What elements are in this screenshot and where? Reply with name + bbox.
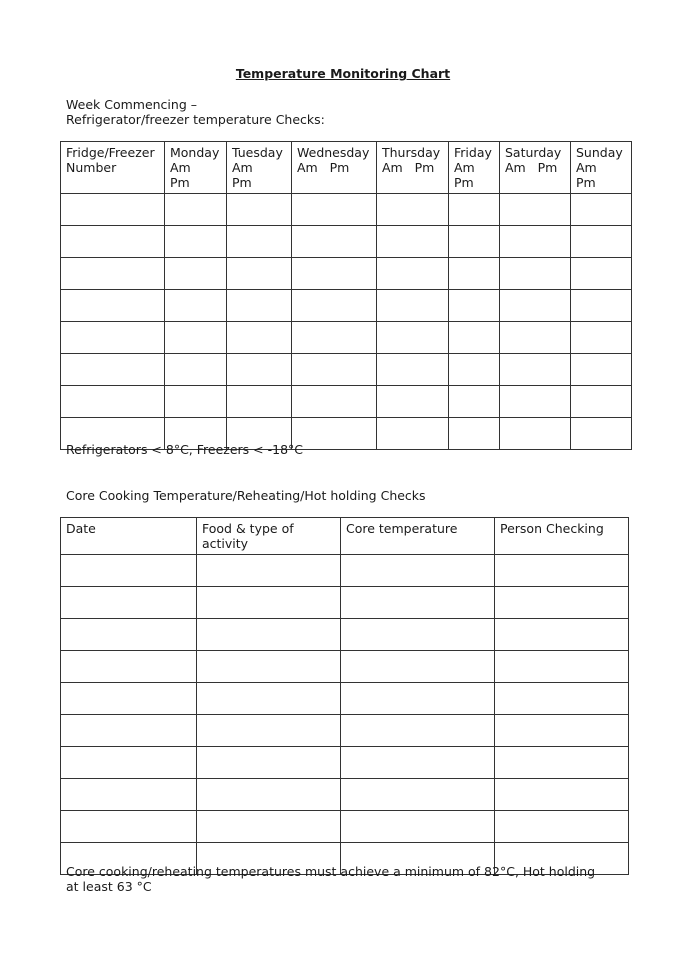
entry-cell[interactable] bbox=[377, 226, 449, 258]
entry-cell[interactable] bbox=[341, 651, 495, 683]
entry-cell[interactable] bbox=[571, 354, 632, 386]
entry-cell[interactable] bbox=[449, 258, 500, 290]
entry-cell[interactable] bbox=[495, 779, 629, 811]
fridge-table-body bbox=[61, 194, 632, 450]
entry-cell[interactable] bbox=[165, 194, 227, 226]
entry-cell[interactable] bbox=[165, 290, 227, 322]
table-row bbox=[61, 354, 632, 386]
entry-cell[interactable] bbox=[61, 290, 165, 322]
entry-cell[interactable] bbox=[449, 418, 500, 450]
fridge-temperature-table bbox=[60, 141, 632, 450]
table-row bbox=[61, 322, 632, 354]
entry-cell[interactable] bbox=[495, 715, 629, 747]
col-fridge-number: Fridge/Freezer Number bbox=[61, 142, 165, 194]
col-sunday: Sunday Am Pm bbox=[571, 142, 632, 194]
entry-cell[interactable] bbox=[377, 290, 449, 322]
table-row bbox=[61, 386, 632, 418]
entry-cell[interactable] bbox=[377, 386, 449, 418]
fridge-temperature-note: Refrigerators < 8°C, Freezers < -18°C bbox=[66, 442, 303, 457]
cooking-table-body bbox=[61, 555, 629, 875]
entry-cell[interactable] bbox=[449, 354, 500, 386]
entry-cell[interactable] bbox=[61, 555, 197, 587]
entry-cell[interactable] bbox=[571, 290, 632, 322]
entry-cell[interactable] bbox=[61, 747, 197, 779]
table-row bbox=[61, 811, 629, 843]
entry-cell[interactable] bbox=[61, 194, 165, 226]
entry-cell[interactable] bbox=[341, 619, 495, 651]
entry-cell[interactable] bbox=[227, 386, 292, 418]
entry-cell[interactable] bbox=[61, 322, 165, 354]
entry-cell[interactable] bbox=[377, 194, 449, 226]
entry-cell[interactable] bbox=[341, 683, 495, 715]
col-person-checking: Person Checking bbox=[495, 518, 629, 555]
entry-cell[interactable] bbox=[61, 619, 197, 651]
entry-cell[interactable] bbox=[495, 651, 629, 683]
entry-cell[interactable] bbox=[165, 322, 227, 354]
entry-cell[interactable] bbox=[61, 683, 197, 715]
table-row bbox=[61, 779, 629, 811]
entry-cell[interactable] bbox=[197, 811, 341, 843]
entry-cell[interactable] bbox=[61, 386, 165, 418]
entry-cell[interactable] bbox=[500, 258, 571, 290]
col-food-activity: Food & type of activity bbox=[197, 518, 341, 555]
entry-cell[interactable] bbox=[292, 290, 377, 322]
entry-cell[interactable] bbox=[197, 779, 341, 811]
entry-cell[interactable] bbox=[61, 258, 165, 290]
cooking-section-heading: Core Cooking Temperature/Reheating/Hot holding Checks bbox=[66, 488, 426, 503]
entry-cell[interactable] bbox=[292, 354, 377, 386]
entry-cell[interactable] bbox=[165, 226, 227, 258]
col-tuesday: Tuesday Am Pm bbox=[227, 142, 292, 194]
entry-cell[interactable] bbox=[377, 354, 449, 386]
entry-cell[interactable] bbox=[165, 386, 227, 418]
entry-cell[interactable] bbox=[227, 290, 292, 322]
entry-cell[interactable] bbox=[449, 322, 500, 354]
entry-cell[interactable] bbox=[500, 226, 571, 258]
fridge-section-heading: Refrigerator/freezer temperature Checks: bbox=[66, 112, 325, 127]
entry-cell[interactable] bbox=[197, 651, 341, 683]
entry-cell[interactable] bbox=[197, 747, 341, 779]
entry-cell[interactable] bbox=[197, 555, 341, 587]
entry-cell[interactable] bbox=[500, 194, 571, 226]
cooking-note-line2: at least 63 °C bbox=[66, 879, 152, 894]
table-row bbox=[61, 555, 629, 587]
entry-cell[interactable] bbox=[292, 386, 377, 418]
table-row bbox=[61, 715, 629, 747]
entry-cell[interactable] bbox=[449, 226, 500, 258]
entry-cell[interactable] bbox=[61, 354, 165, 386]
entry-cell[interactable] bbox=[500, 386, 571, 418]
col-wednesday: Wednesday Am Pm bbox=[292, 142, 377, 194]
entry-cell[interactable] bbox=[500, 290, 571, 322]
entry-cell[interactable] bbox=[500, 418, 571, 450]
entry-cell[interactable] bbox=[61, 715, 197, 747]
fridge-table-header-row bbox=[61, 142, 632, 194]
col-core-temperature: Core temperature bbox=[341, 518, 495, 555]
table-row bbox=[61, 226, 632, 258]
col-thursday: Thursday Am Pm bbox=[377, 142, 449, 194]
entry-cell[interactable] bbox=[495, 587, 629, 619]
entry-cell[interactable] bbox=[500, 322, 571, 354]
entry-cell[interactable] bbox=[197, 715, 341, 747]
table-row bbox=[61, 258, 632, 290]
entry-cell[interactable] bbox=[500, 354, 571, 386]
entry-cell[interactable] bbox=[341, 587, 495, 619]
entry-cell[interactable] bbox=[571, 322, 632, 354]
entry-cell[interactable] bbox=[61, 811, 197, 843]
entry-cell[interactable] bbox=[495, 747, 629, 779]
entry-cell[interactable] bbox=[165, 354, 227, 386]
table-row bbox=[61, 587, 629, 619]
entry-cell[interactable] bbox=[571, 226, 632, 258]
table-row bbox=[61, 651, 629, 683]
entry-cell[interactable] bbox=[197, 619, 341, 651]
col-saturday: Saturday Am Pm bbox=[500, 142, 571, 194]
col-date: Date bbox=[61, 518, 197, 555]
entry-cell[interactable] bbox=[377, 322, 449, 354]
entry-cell[interactable] bbox=[292, 258, 377, 290]
col-monday: Monday Am Pm bbox=[165, 142, 227, 194]
entry-cell[interactable] bbox=[341, 779, 495, 811]
entry-cell[interactable] bbox=[495, 555, 629, 587]
entry-cell[interactable] bbox=[292, 194, 377, 226]
entry-cell[interactable] bbox=[227, 258, 292, 290]
entry-cell[interactable] bbox=[449, 290, 500, 322]
entry-cell[interactable] bbox=[197, 587, 341, 619]
table-row bbox=[61, 194, 632, 226]
entry-cell[interactable] bbox=[165, 258, 227, 290]
entry-cell[interactable] bbox=[61, 587, 197, 619]
entry-cell[interactable] bbox=[495, 619, 629, 651]
entry-cell[interactable] bbox=[377, 418, 449, 450]
entry-cell[interactable] bbox=[449, 386, 500, 418]
entry-cell[interactable] bbox=[341, 811, 495, 843]
cooking-table-header-row bbox=[61, 518, 629, 555]
entry-cell[interactable] bbox=[227, 194, 292, 226]
entry-cell[interactable] bbox=[341, 555, 495, 587]
cooking-temperature-table bbox=[60, 517, 629, 875]
entry-cell[interactable] bbox=[495, 811, 629, 843]
col-friday: Friday Am Pm bbox=[449, 142, 500, 194]
entry-cell[interactable] bbox=[61, 651, 197, 683]
entry-cell[interactable] bbox=[292, 226, 377, 258]
entry-cell[interactable] bbox=[571, 194, 632, 226]
entry-cell[interactable] bbox=[292, 418, 377, 450]
entry-cell[interactable] bbox=[197, 683, 341, 715]
entry-cell[interactable] bbox=[571, 386, 632, 418]
entry-cell[interactable] bbox=[571, 418, 632, 450]
entry-cell[interactable] bbox=[227, 322, 292, 354]
table-row bbox=[61, 619, 629, 651]
entry-cell[interactable] bbox=[341, 747, 495, 779]
entry-cell[interactable] bbox=[495, 683, 629, 715]
table-row bbox=[61, 290, 632, 322]
entry-cell[interactable] bbox=[227, 354, 292, 386]
table-row bbox=[61, 747, 629, 779]
page-title: Temperature Monitoring Chart bbox=[235, 66, 451, 81]
entry-cell[interactable] bbox=[292, 322, 377, 354]
entry-cell[interactable] bbox=[571, 258, 632, 290]
week-commencing-label: Week Commencing – bbox=[66, 97, 197, 112]
table-row bbox=[61, 683, 629, 715]
entry-cell[interactable] bbox=[341, 715, 495, 747]
entry-cell[interactable] bbox=[61, 226, 165, 258]
entry-cell[interactable] bbox=[377, 258, 449, 290]
entry-cell[interactable] bbox=[61, 779, 197, 811]
cooking-note-line1: Core cooking/reheating temperatures must achieve a minimum of 82°C, Hot holding bbox=[66, 864, 596, 879]
entry-cell[interactable] bbox=[449, 194, 500, 226]
entry-cell[interactable] bbox=[227, 226, 292, 258]
